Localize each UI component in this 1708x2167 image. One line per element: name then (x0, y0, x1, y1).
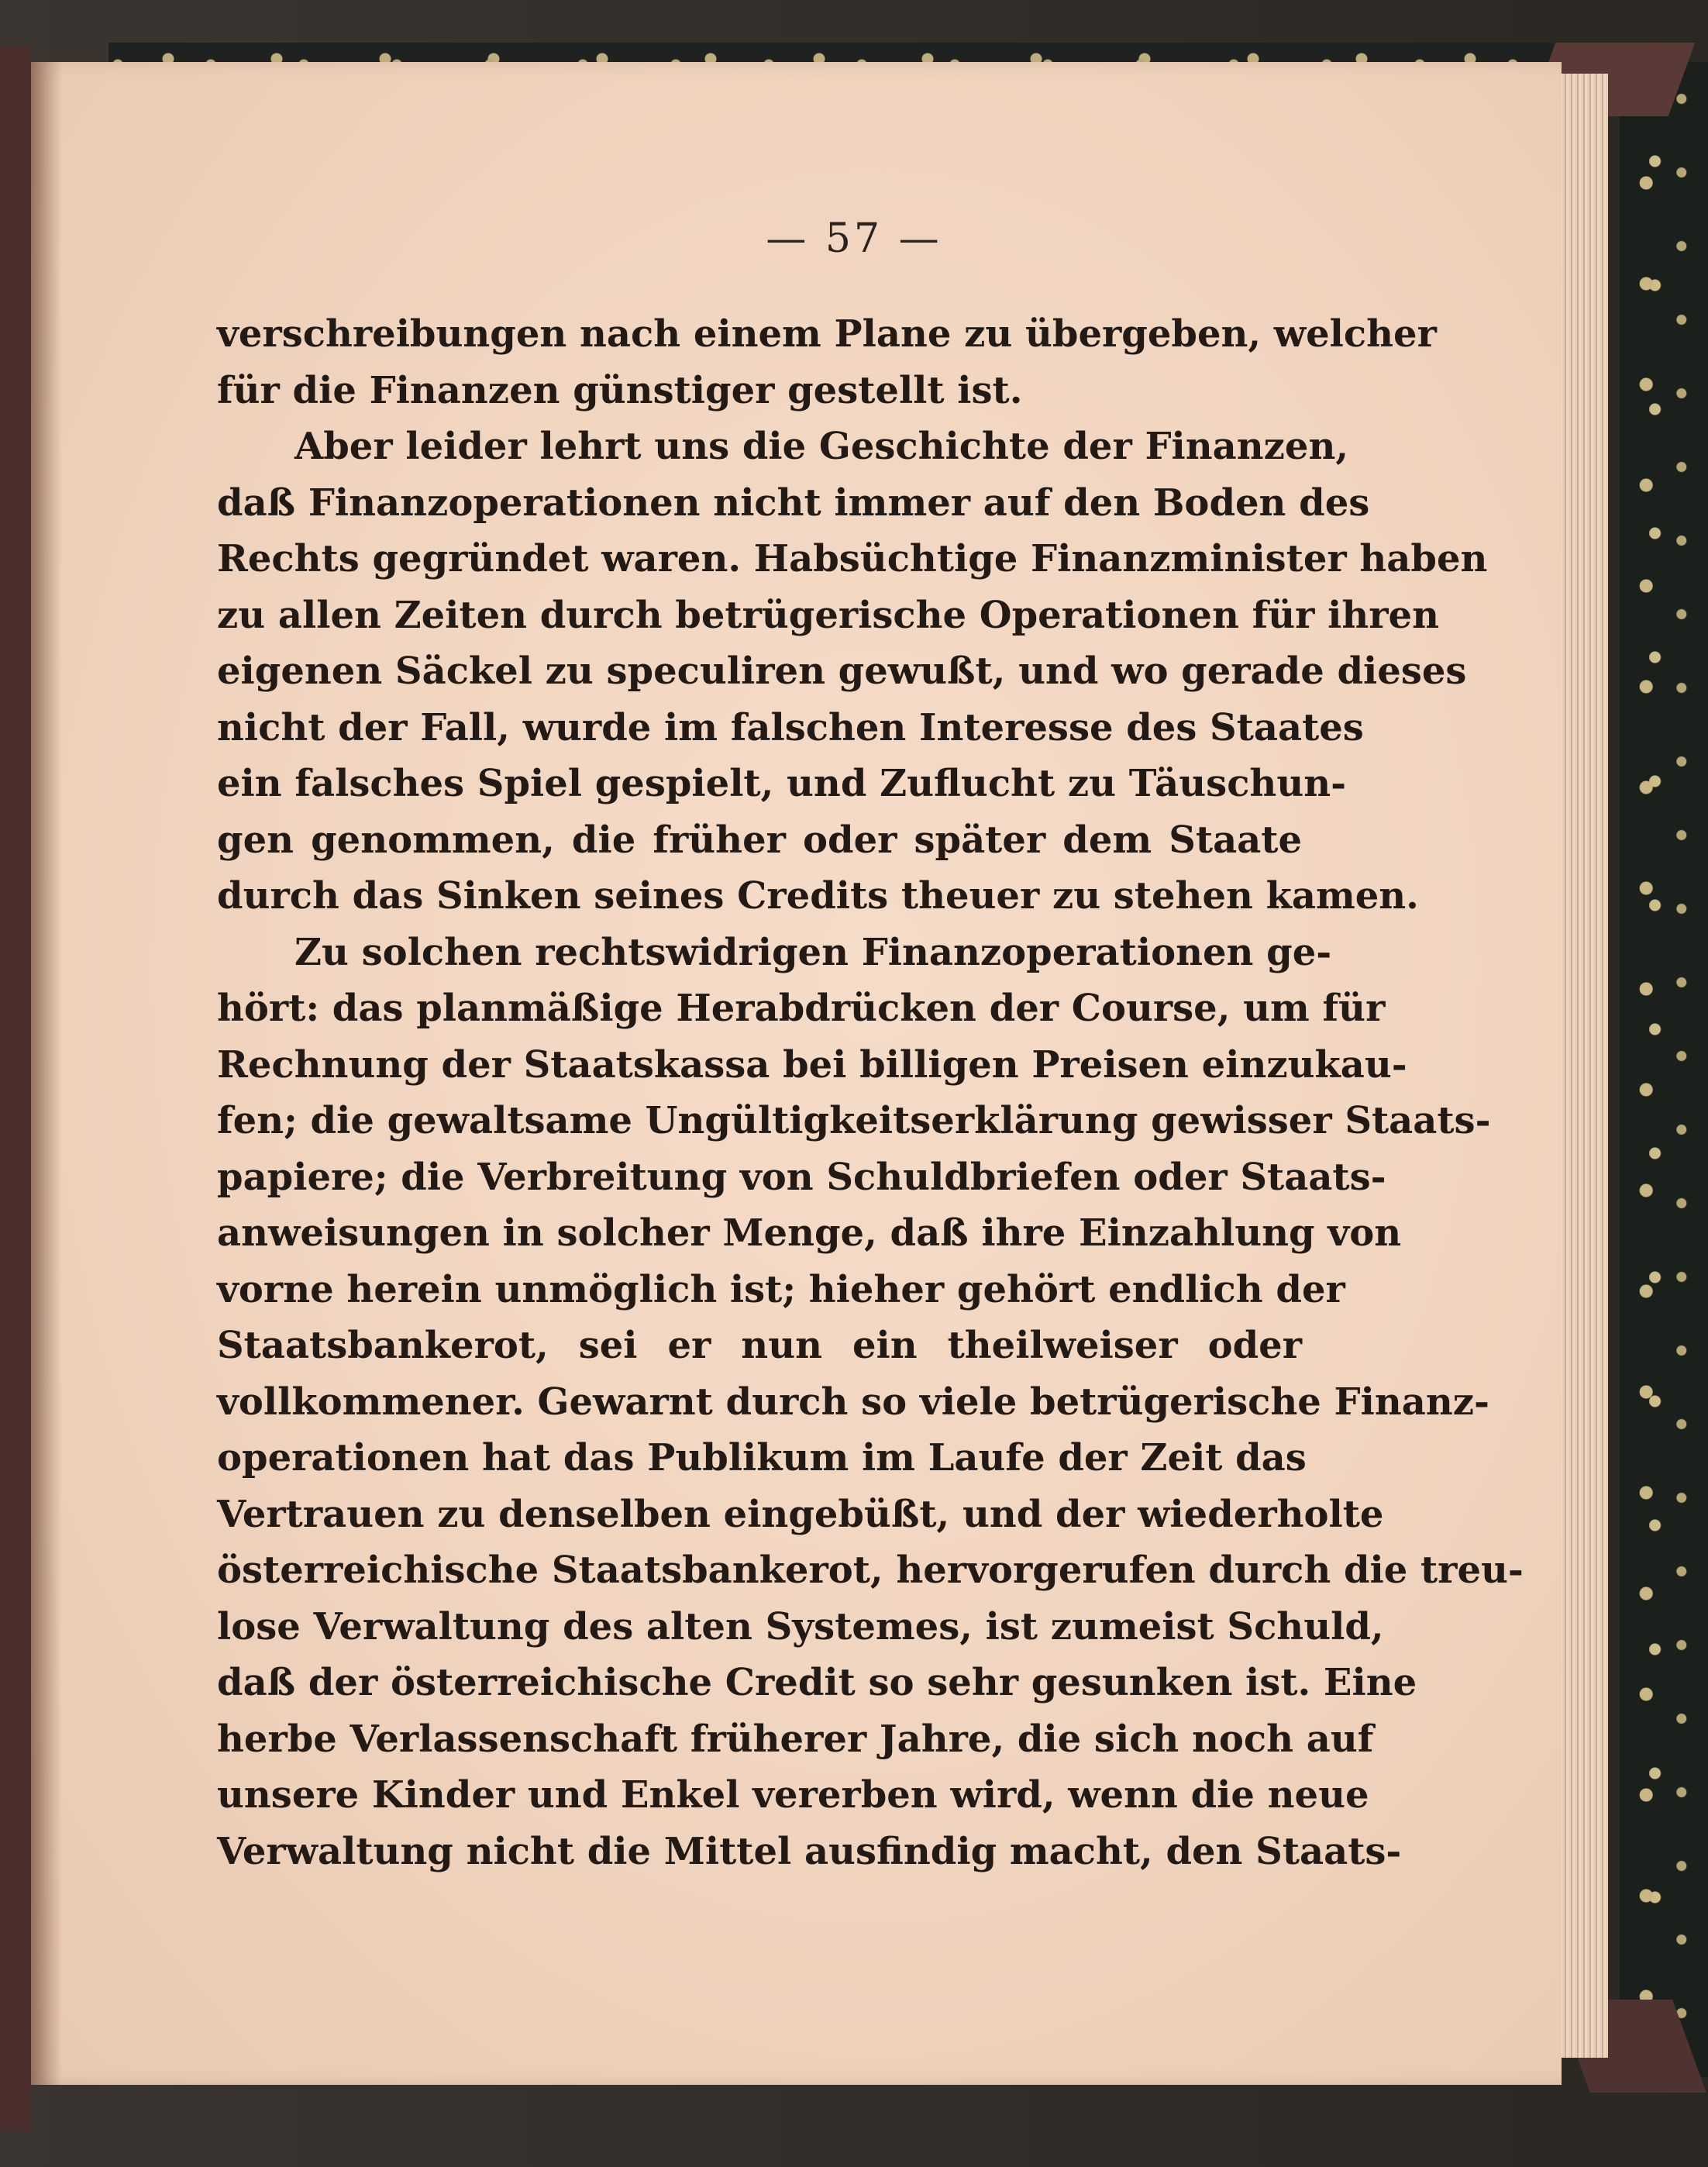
text-line: verschreibungen nach einem Plane zu übergeben, welcher (217, 312, 1437, 356)
text-line: für die Finanzen günstiger gestellt ist. (217, 368, 1023, 412)
text-line: fen; die gewaltsame Ungültigkeitserklärung gewisser Staats- (217, 1099, 1491, 1142)
text-line: Aber leider lehrt uns die Geschichte der Finanzen, (294, 425, 1349, 468)
text-line: Rechnung der Staatskassa bei billigen Preisen einzukau- (217, 1042, 1407, 1087)
body-text (217, 306, 1524, 1879)
text-line: Vertrauen zu denselben eingebüßt, und der wiederholte (217, 1492, 1384, 1536)
text-line: durch das Sinken seines Credits theuer zu stehen kamen. (217, 874, 1419, 918)
text-line: herbe Verlassenschaft früherer Jahre, die sich noch auf (217, 1717, 1374, 1761)
text-line: Zu solchen rechtswidrigen Finanzoperationen ge- (294, 930, 1332, 974)
text-line: Verwaltung nicht die Mittel ausfindig macht, den Staats- (217, 1829, 1402, 1873)
text-line: ein falsches Spiel gespielt, und Zuflucht zu Täuschun- (217, 762, 1347, 805)
text-line: Staatsbankerot, sei er nun ein theilweiser oder (217, 1324, 1302, 1367)
text-line: papiere; die Verbreitung von Schuldbriefen oder Staats- (217, 1155, 1386, 1199)
text-line: eigenen Säckel zu speculiren gewußt, und wo gerade dieses (217, 649, 1467, 693)
text-line: unsere Kinder und Enkel vererben wird, wenn die neue (217, 1773, 1369, 1817)
book-cover-right-marbled (1620, 62, 1708, 2077)
gutter-shadow (31, 62, 62, 2085)
text-line: daß der österreichische Credit so sehr gesunken ist. Eine (217, 1661, 1417, 1704)
text-line: hört: das planmäßige Herabdrücken der Course, um für (217, 987, 1386, 1030)
text-line: zu allen Zeiten durch betrügerische Operationen für ihren (217, 593, 1439, 637)
text-line: österreichische Staatsbankerot, hervorgerufen durch die treu- (217, 1549, 1524, 1592)
page-number: — 57 — (766, 215, 942, 262)
book-cover-left-edge (0, 47, 31, 2131)
text-line: gen genommen, die früher oder später dem Staate (217, 818, 1302, 862)
text-line: Rechts gegründet waren. Habsüchtige Finanzminister haben (217, 537, 1488, 581)
text-line: daß Finanzoperationen nicht immer auf den Boden des (217, 481, 1370, 525)
text-line: vorne herein unmöglich ist; hieher gehört endlich der (217, 1267, 1345, 1311)
text-line: nicht der Fall, wurde im falschen Interesse des Staates (217, 705, 1364, 749)
text-line: vollkommener. Gewarnt durch so viele betrügerische Finanz- (217, 1380, 1489, 1424)
text-line: operationen hat das Publikum im Laufe der Zeit das (217, 1436, 1307, 1480)
text-line: lose Verwaltung des alten Systemes, ist zumeist Schuld, (217, 1604, 1384, 1649)
text-line: anweisungen in solcher Menge, daß ihre Einzahlung von (217, 1211, 1402, 1255)
